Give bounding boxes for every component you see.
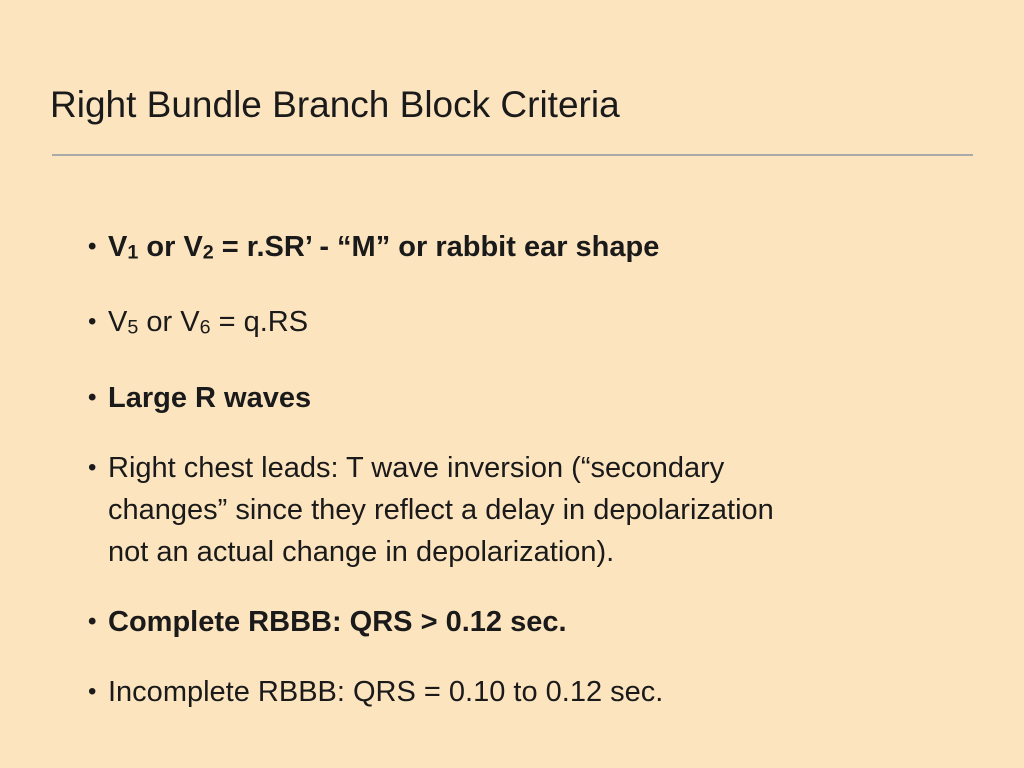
bullet-dot-icon: • [88, 677, 97, 705]
bullet-text: Incomplete RBBB: QRS = 0.10 to 0.12 sec. [108, 675, 664, 708]
bullet-text-line: not an actual change in depolarization). [108, 535, 615, 568]
lead-subscript: 1 [127, 241, 139, 264]
bullet-list [88, 226, 938, 713]
lead-subscript: 6 [199, 316, 211, 339]
lead-label: V [108, 231, 128, 263]
lead-label: V [183, 231, 203, 263]
bullet-text: or [138, 306, 181, 339]
title-divider [52, 154, 973, 156]
bullet-dot-icon: • [88, 383, 97, 411]
bullet-item-3 [88, 377, 938, 419]
bullet-text: or [138, 231, 184, 263]
lead-label: V [180, 306, 200, 339]
lead-label: V [108, 306, 128, 339]
bullet-text: Complete RBBB: QRS > 0.12 sec. [108, 605, 567, 638]
lead-subscript: 5 [127, 316, 139, 339]
bullet-dot-icon: • [88, 308, 97, 336]
bullet-dot-icon: • [88, 607, 97, 635]
bullet-text-line: changes” since they reflect a delay in depolarization [108, 493, 774, 526]
bullet-item-6 [88, 671, 938, 713]
bullet-item-4 [88, 447, 938, 573]
bullet-text: = r.SR’ - “M” or rabbit ear shape [213, 231, 660, 263]
slide-title: Right Bundle Branch Block Criteria [50, 84, 620, 125]
bullet-text: Large R waves [108, 381, 312, 414]
bullet-dot-icon: • [88, 233, 97, 260]
bullet-text: = q.RS [210, 306, 309, 339]
lead-subscript: 2 [202, 241, 214, 264]
bullet-item-5 [88, 601, 938, 643]
bullet-item-1 [88, 226, 938, 273]
bullet-item-2 [88, 301, 938, 348]
bullet-dot-icon: • [88, 453, 97, 481]
bullet-text-line: Right chest leads: T wave inversion (“secondary [108, 451, 725, 484]
